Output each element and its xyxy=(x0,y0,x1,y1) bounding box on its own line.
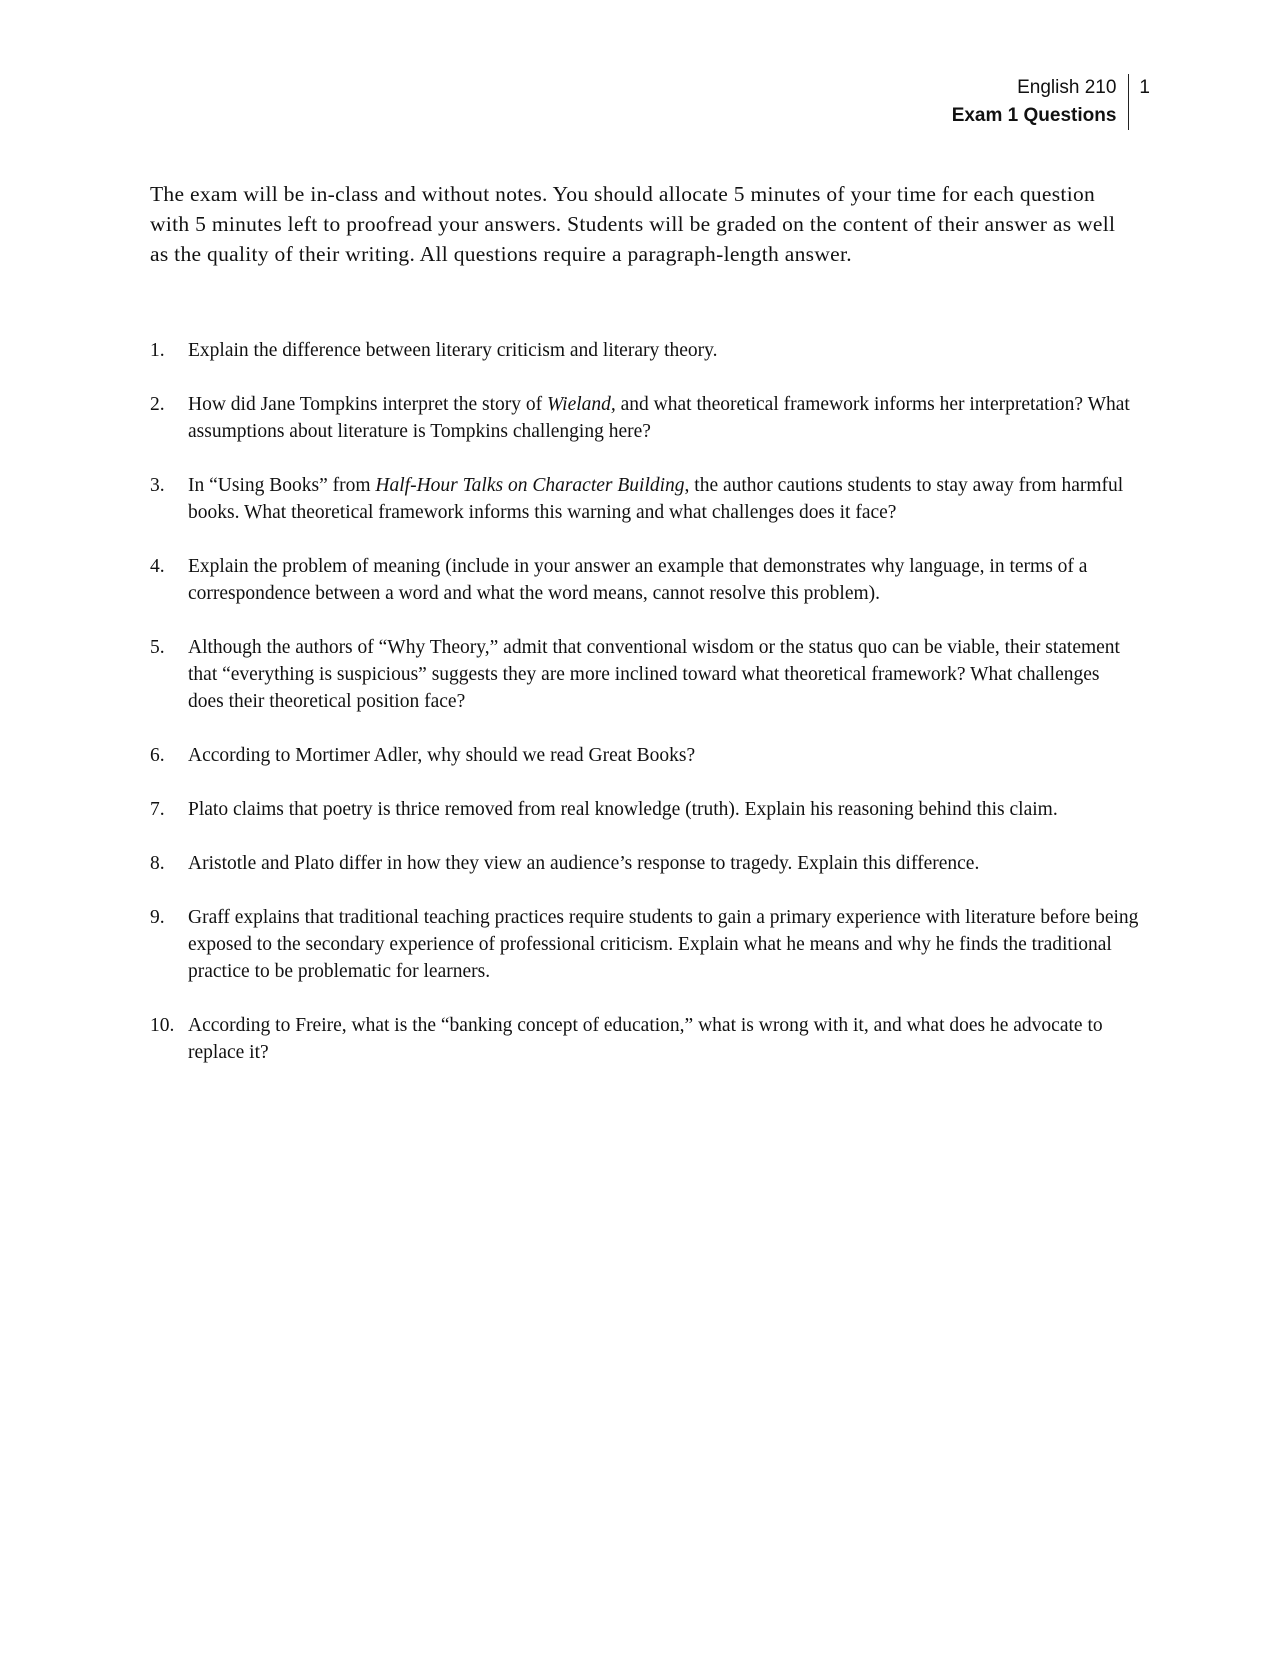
question-text xyxy=(188,1012,1140,1066)
page-header xyxy=(952,74,1150,130)
question-text-segment: How did Jane Tompkins interpret the story of xyxy=(188,394,547,415)
question-number: 9. xyxy=(150,907,165,928)
question-text-segment: In “Using Books” from xyxy=(188,475,376,496)
question-text xyxy=(188,337,1140,364)
question-text-segment: Aristotle and Plato differ in how they view an audience’s response to tragedy. Explain this difference. xyxy=(188,853,980,874)
question-number: 3. xyxy=(150,475,165,496)
header-block xyxy=(952,74,1130,130)
question-item xyxy=(150,391,1140,445)
question-text xyxy=(188,904,1140,985)
question-item xyxy=(150,472,1140,526)
question-number: 8. xyxy=(150,853,165,874)
question-text-segment: Although the authors of “Why Theory,” admit that conventional wisdom or the status quo can be viable, their statement that “everything is suspicious” suggests they are more inclined toward what theoretical framework? What challenges does their theoretical position face? xyxy=(188,637,1120,712)
question-item xyxy=(150,1012,1140,1066)
question-item xyxy=(150,553,1140,607)
question-item xyxy=(150,904,1140,985)
question-text xyxy=(188,850,1140,877)
question-item xyxy=(150,796,1140,823)
question-item xyxy=(150,634,1140,715)
question-number: 2. xyxy=(150,394,165,415)
question-text xyxy=(188,391,1140,445)
question-number: 6. xyxy=(150,745,165,766)
question-text xyxy=(188,742,1140,769)
course-name: English 210 xyxy=(1017,77,1117,98)
question-list xyxy=(150,337,1140,1093)
question-text-segment: According to Freire, what is the “banking concept of education,” what is wrong with it, and what does he advocate to replace it? xyxy=(188,1015,1103,1063)
question-text xyxy=(188,634,1140,715)
question-number: 4. xyxy=(150,556,165,577)
work-title: Half-Hour Talks on Character Building xyxy=(375,475,685,496)
question-number: 7. xyxy=(150,799,165,820)
question-text-segment: Explain the problem of meaning (include in your answer an example that demonstrates why language, in terms of a correspondence between a word and what the word means, cannot resolve this problem). xyxy=(188,556,1088,604)
work-title: Wieland, xyxy=(546,394,616,415)
question-text-segment: and what theoretical framework informs her interpretation? What assumptions about literature is Tompkins challenging here? xyxy=(188,394,1130,442)
question-text-segment: , the author cautions students to stay away from harmful books. What theoretical framework informs this warning and what challenges does it face? xyxy=(188,475,1124,523)
document-title: Exam 1 Questions xyxy=(951,105,1117,126)
question-text xyxy=(188,472,1140,526)
question-item xyxy=(150,742,1140,769)
question-number: 10. xyxy=(150,1015,175,1036)
question-text xyxy=(188,553,1140,607)
question-text-segment: Explain the difference between literary criticism and literary theory. xyxy=(188,340,718,361)
question-text-segment: According to Mortimer Adler, why should we read Great Books? xyxy=(188,745,696,766)
question-text-segment: Plato claims that poetry is thrice removed from real knowledge (truth). Explain his reasoning behind this claim. xyxy=(188,799,1058,820)
question-number: 1. xyxy=(150,340,165,361)
question-number: 5. xyxy=(150,637,165,658)
question-text xyxy=(188,796,1140,823)
question-text-segment: Graff explains that traditional teaching practices require students to gain a primary experience with literature before being exposed to the secondary experience of professional criticism. Explain what he means and why he finds the traditional practice to be problematic for learners. xyxy=(188,907,1139,982)
question-item xyxy=(150,337,1140,364)
question-item xyxy=(150,850,1140,877)
intro-paragraph: The exam will be in-class and without notes. You should allocate 5 minutes of your time for each question with 5 minutes left to proofread your answers. Students will be graded on the content of their answer as well as the quality of their writing. All questions require a paragraph-length answer. xyxy=(150,181,1116,266)
page-number: 1 xyxy=(1139,77,1150,98)
